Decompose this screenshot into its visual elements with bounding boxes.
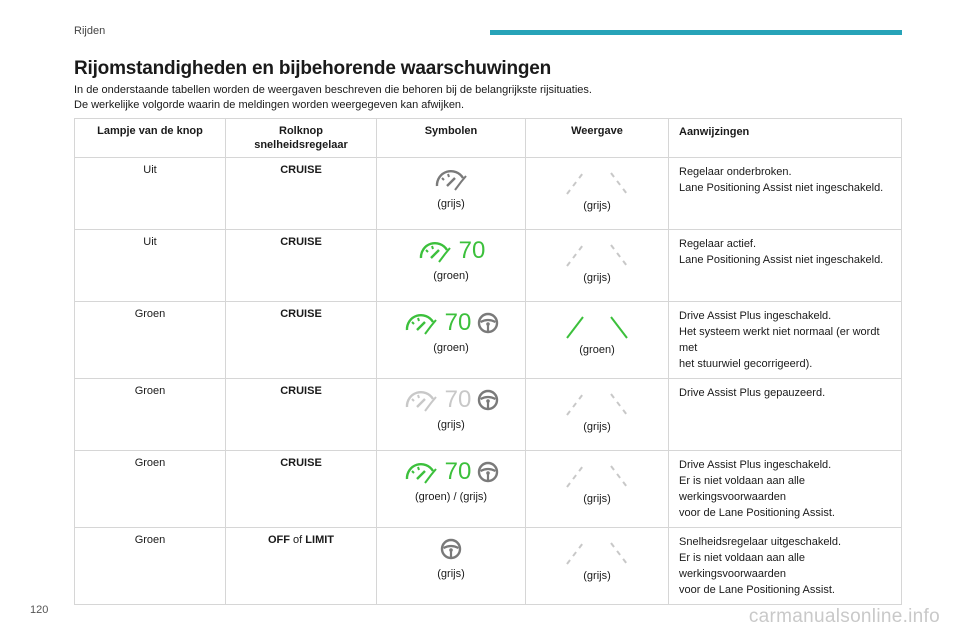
table-row (75, 302, 902, 379)
speed-setting: 70 (458, 237, 486, 264)
section-label: Rijden (74, 25, 106, 37)
lane-display (532, 314, 662, 340)
note-line: Lane Positioning Assist niet ingeschakeld. (679, 254, 884, 266)
table-row (75, 230, 902, 302)
note-line: Regelaar onderbroken. (679, 166, 792, 178)
page-title: Rijomstandigheden en bijbehorende waarschuwingen (74, 58, 552, 79)
cruise-control-icon (403, 387, 439, 413)
watermark: carmanualsonline.info (748, 606, 940, 627)
note-line: Drive Assist Plus gepauzeerd. (679, 387, 826, 399)
symbol-caption: (grijs) (437, 568, 465, 580)
note-line: voor de Lane Positioning Assist. (679, 507, 835, 519)
cruise-control-icon (417, 238, 453, 264)
display-caption: (grijs) (583, 493, 611, 505)
header-thumbwheel (226, 119, 377, 158)
page-number: 120 (30, 604, 49, 616)
header-accent-bar (490, 30, 902, 35)
display-caption: (groen) (579, 344, 615, 356)
note-line: Snelheidsregelaar uitgeschakeld. (679, 536, 842, 548)
wheel-position: CRUISE (280, 385, 322, 397)
wheel-position: CRUISE (280, 164, 322, 176)
notes-cell (669, 302, 902, 379)
notes-cell (669, 230, 902, 302)
situations-table (74, 118, 902, 605)
intro-line-1: In de onderstaande tabellen worden de weergaven beschreven die behoren bij de belangrijkste rijsituaties. (74, 84, 592, 96)
header-thumbwheel-line-1: Rolknop (279, 125, 323, 137)
steering-wheel-icon (477, 461, 499, 483)
note-line: Er is niet voldaan aan alle werkingsvoorwaarden (679, 552, 805, 580)
display-caption: (grijs) (583, 570, 611, 582)
wheel-position: CRUISE (280, 236, 322, 248)
intro-line-2: De werkelijke volgorde waarin de meldingen worden weergegeven kan afwijken. (74, 99, 465, 111)
thumbwheel-position (226, 379, 377, 451)
note-line: Regelaar actief. (679, 238, 757, 250)
lamp-state: Groen (75, 528, 226, 605)
note-line: Lane Positioning Assist niet ingeschakeld. (679, 182, 884, 194)
note-line: Het systeem werkt niet normaal (er wordt met (679, 326, 880, 354)
wheel-position-alt: LIMIT (305, 534, 335, 546)
thumbwheel-position (226, 528, 377, 605)
note-line: Drive Assist Plus ingeschakeld. (679, 310, 832, 322)
header-lamp: Lampje van de knop (75, 119, 226, 158)
steering-wheel-icon (440, 538, 462, 560)
header-display: Weergave (526, 119, 669, 158)
lamp-state: Groen (75, 451, 226, 528)
display-caption: (grijs) (583, 200, 611, 212)
symbol-caption: (grijs) (437, 198, 465, 210)
symbol-caption: (groen) (433, 342, 469, 354)
intro-text (74, 83, 592, 113)
display-cell (526, 230, 669, 302)
speed-setting: 70 (444, 309, 472, 336)
lane-markings-icon (562, 170, 632, 196)
wheel-position: CRUISE (280, 457, 322, 469)
display-cell (526, 158, 669, 230)
lane-display (532, 540, 662, 566)
lane-markings-icon (562, 463, 632, 489)
lane-display (532, 463, 662, 489)
symbols-cell (377, 230, 526, 302)
lamp-state: Groen (75, 379, 226, 451)
thumbwheel-position (226, 230, 377, 302)
symbols-group (383, 164, 519, 194)
cruise-control-icon (403, 310, 439, 336)
symbol-caption: (groen) / (grijs) (414, 491, 488, 503)
wheel-position: OFF (267, 534, 290, 546)
lane-markings-icon (562, 391, 632, 417)
lamp-state: Groen (75, 302, 226, 379)
header-notes: Aanwijzingen (669, 119, 902, 158)
display-caption: (grijs) (583, 272, 611, 284)
symbols-cell (377, 158, 526, 230)
lane-markings-icon (562, 540, 632, 566)
table-row (75, 451, 902, 528)
header-symbols: Symbolen (377, 119, 526, 158)
note-line: Drive Assist Plus ingeschakeld. (679, 459, 832, 471)
symbol-caption: (groen) (433, 270, 469, 282)
note-line: het stuurwiel gecorrigeerd). (679, 358, 813, 370)
lane-display (532, 242, 662, 268)
table-row (75, 379, 902, 451)
display-cell (526, 451, 669, 528)
thumbwheel-position (226, 302, 377, 379)
symbols-cell (377, 302, 526, 379)
lane-markings-icon (562, 242, 632, 268)
table-row (75, 158, 902, 230)
notes-cell (669, 528, 902, 605)
lamp-state: Uit (75, 230, 226, 302)
symbols-cell (377, 379, 526, 451)
cruise-control-icon (433, 166, 469, 192)
speed-setting: 70 (444, 458, 472, 485)
symbols-group (383, 385, 519, 415)
thumbwheel-position (226, 451, 377, 528)
thumbwheel-position (226, 158, 377, 230)
symbols-group (383, 308, 519, 338)
notes-cell (669, 379, 902, 451)
lane-display (532, 170, 662, 196)
steering-wheel-icon (477, 389, 499, 411)
display-cell (526, 302, 669, 379)
cruise-control-icon (403, 459, 439, 485)
symbols-cell (377, 451, 526, 528)
wheel-connector: of (293, 534, 303, 546)
table-row (75, 528, 902, 605)
table-header-row (75, 119, 902, 158)
display-cell (526, 528, 669, 605)
notes-cell (669, 451, 902, 528)
note-line: voor de Lane Positioning Assist. (679, 584, 835, 596)
notes-cell (669, 158, 902, 230)
symbols-group (383, 457, 519, 487)
wheel-position: CRUISE (280, 308, 322, 320)
symbols-group (383, 534, 519, 564)
note-line: Er is niet voldaan aan alle werkingsvoorwaarden (679, 475, 805, 503)
lane-display (532, 391, 662, 417)
lane-markings-icon (562, 314, 632, 340)
header-thumbwheel-line-2: snelheidsregelaar (254, 139, 348, 151)
speed-setting: 70 (444, 386, 472, 413)
symbols-group (383, 236, 519, 266)
display-caption: (grijs) (583, 421, 611, 433)
symbols-cell (377, 528, 526, 605)
display-cell (526, 379, 669, 451)
symbol-caption: (grijs) (437, 419, 465, 431)
steering-wheel-icon (477, 312, 499, 334)
lamp-state: Uit (75, 158, 226, 230)
